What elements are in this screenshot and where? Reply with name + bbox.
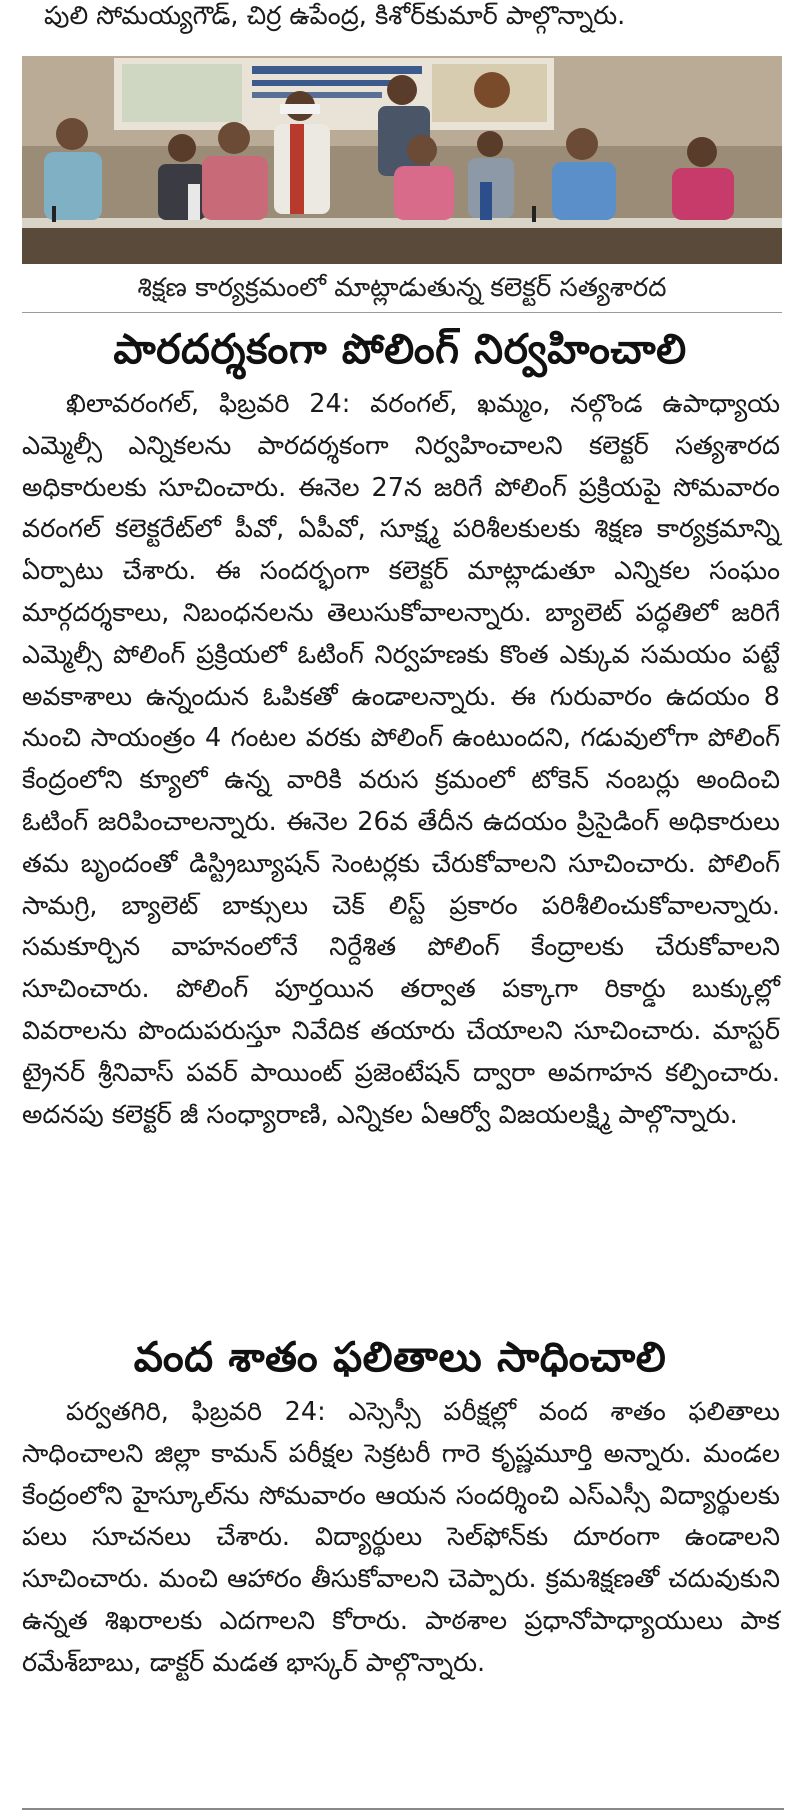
news-photo [22, 56, 782, 264]
photo-caption: శిక్షణ కార్యక్రమంలో మాట్లాడుతున్న కలెక్టర్ సత్యశారద [137, 273, 667, 303]
article2-headline: వంద శాతం ఫలితాలు సాధించాలి [133, 1333, 667, 1381]
meeting-photo-illustration [22, 56, 782, 264]
caption-divider [22, 312, 782, 313]
previous-story-last-line: పులి సోమయ్యగౌడ్, చిర్ర ఉపేంద్ర, కిశోర్‌కుమార్ పాల్గొన్నారు. [44, 1, 626, 31]
article1-story [0, 384, 800, 1136]
article2-body: పర్వతగిరి, ఫిబ్రవరి 24: ఎస్సెస్సీ పరీక్షల్లో వంద శాతం ఫలితాలు సాధించాలని జిల్లా కామన్ పరీక్షల సెక్రటరీ గారె కృష్ణమూర్తి అన్నారు. మండల కేంద్రంలోని హైస్కూల్‌ను సోమవారం ఆయన సందర్శించి ఎస్ఎస్సీ విద్యార్థులకు పలు సూచనలు చేశారు. విద్యార్థులు సెల్‌ఫోన్‌కు దూరంగా ఉండాలని సూచించారు. మంచి ఆహారం తీసుకోవాలని చెప్పారు. క్రమశిక్షణతో చదువుకుని ఉన్నత శిఖరాలకు ఎదగాలని కోరారు. పాఠశాల ప్రధానోపాధ్యాయులు పాక రమేశ్‌బాబు, డాక్టర్ మడత భాస్కర్ పాల్గొన్నారు. [22, 1397, 780, 1678]
article2-story [0, 1392, 800, 1685]
article1-body: ఖిలావరంగల్, ఫిబ్రవరి 24: వరంగల్, ఖమ్మం, నల్గొండ ఉపాధ్యాయ ఎమ్మెల్సీ ఎన్నికలను పారదర్శకంగా నిర్వహించాలని కలెక్టర్ సత్యశారద అధికారులకు సూచించారు. ఈనెల 27న జరిగే పోలింగ్ ప్రక్రియపై సోమవారం వరంగల్ కలెక్టరేట్‌లో పీవో, ఏపీవో, సూక్ష్మ పరిశీలకులకు శిక్షణ కార్యక్రమాన్ని ఏర్పాటు చేశారు. ఈ సందర్భంగా కలెక్టర్ మాట్లాడుతూ ఎన్నికల సంఘం మార్గదర్శకాలు, నిబంధనలను తెలుసుకోవాలన్నారు. బ్యాలెట్ పద్ధతిలో జరిగే ఎమ్మెల్సీ పోలింగ్ ప్రక్రియలో ఓటింగ్ నిర్వహణకు కొంత ఎక్కువ సమయం పట్టే అవకాశాలు ఉన్నందున ఓపికతో ఉండాలన్నారు. ఈ గురువారం ఉదయం 8 నుంచి సాయంత్రం 4 గంటల వరకు పోలింగ్ ఉంటుందని, గడువులోగా పోలింగ్ కేంద్రంలోని క్యూలో ఉన్న వారికి వరుస క్రమంలో టోకెన్ నంబర్లు అందించి ఓటింగ్ జరిపించాలన్నారు. ఈనెల 26వ తేదీన ఉదయం ప్రిసైడింగ్ అధికారులు తమ బృందంతో డిస్ట్రిబ్యూషన్ సెంటర్లకు చేరుకోవాలని సూచించారు. పోలింగ్ సామగ్రి, బ్యాలెట్ బాక్సులు చెక్ లిస్ట్ ప్రకారం పరిశీలించుకోవాలన్నారు. సమకూర్చిన వాహనంలోనే నిర్దేశిత పోలింగ్ కేంద్రాలకు చేరుకోవాలని సూచించారు. పోలింగ్ పూర్తయిన తర్వాత పక్కాగా రికార్డు బుక్కుల్లో వివరాలను పొందుపరుస్తూ నివేదిక తయారు చేయాలని సూచించారు. మాస్టర్ ట్రైనర్ శ్రీనివాస్ పవర్ పాయింట్ ప్రజెంటేషన్ ద్వారా అవగాహన కల్పించారు. అదనపు కలెక్టర్ జీ సంధ్యారాణి, ఎన్నికల ఏఆర్వో విజయలక్ష్మి పాల్గొన్నారు. [22, 389, 780, 1130]
article1-headline: పారదర్శకంగా పోలింగ్ నిర్వహించాలి [113, 325, 687, 373]
bottom-divider [22, 1808, 784, 1810]
